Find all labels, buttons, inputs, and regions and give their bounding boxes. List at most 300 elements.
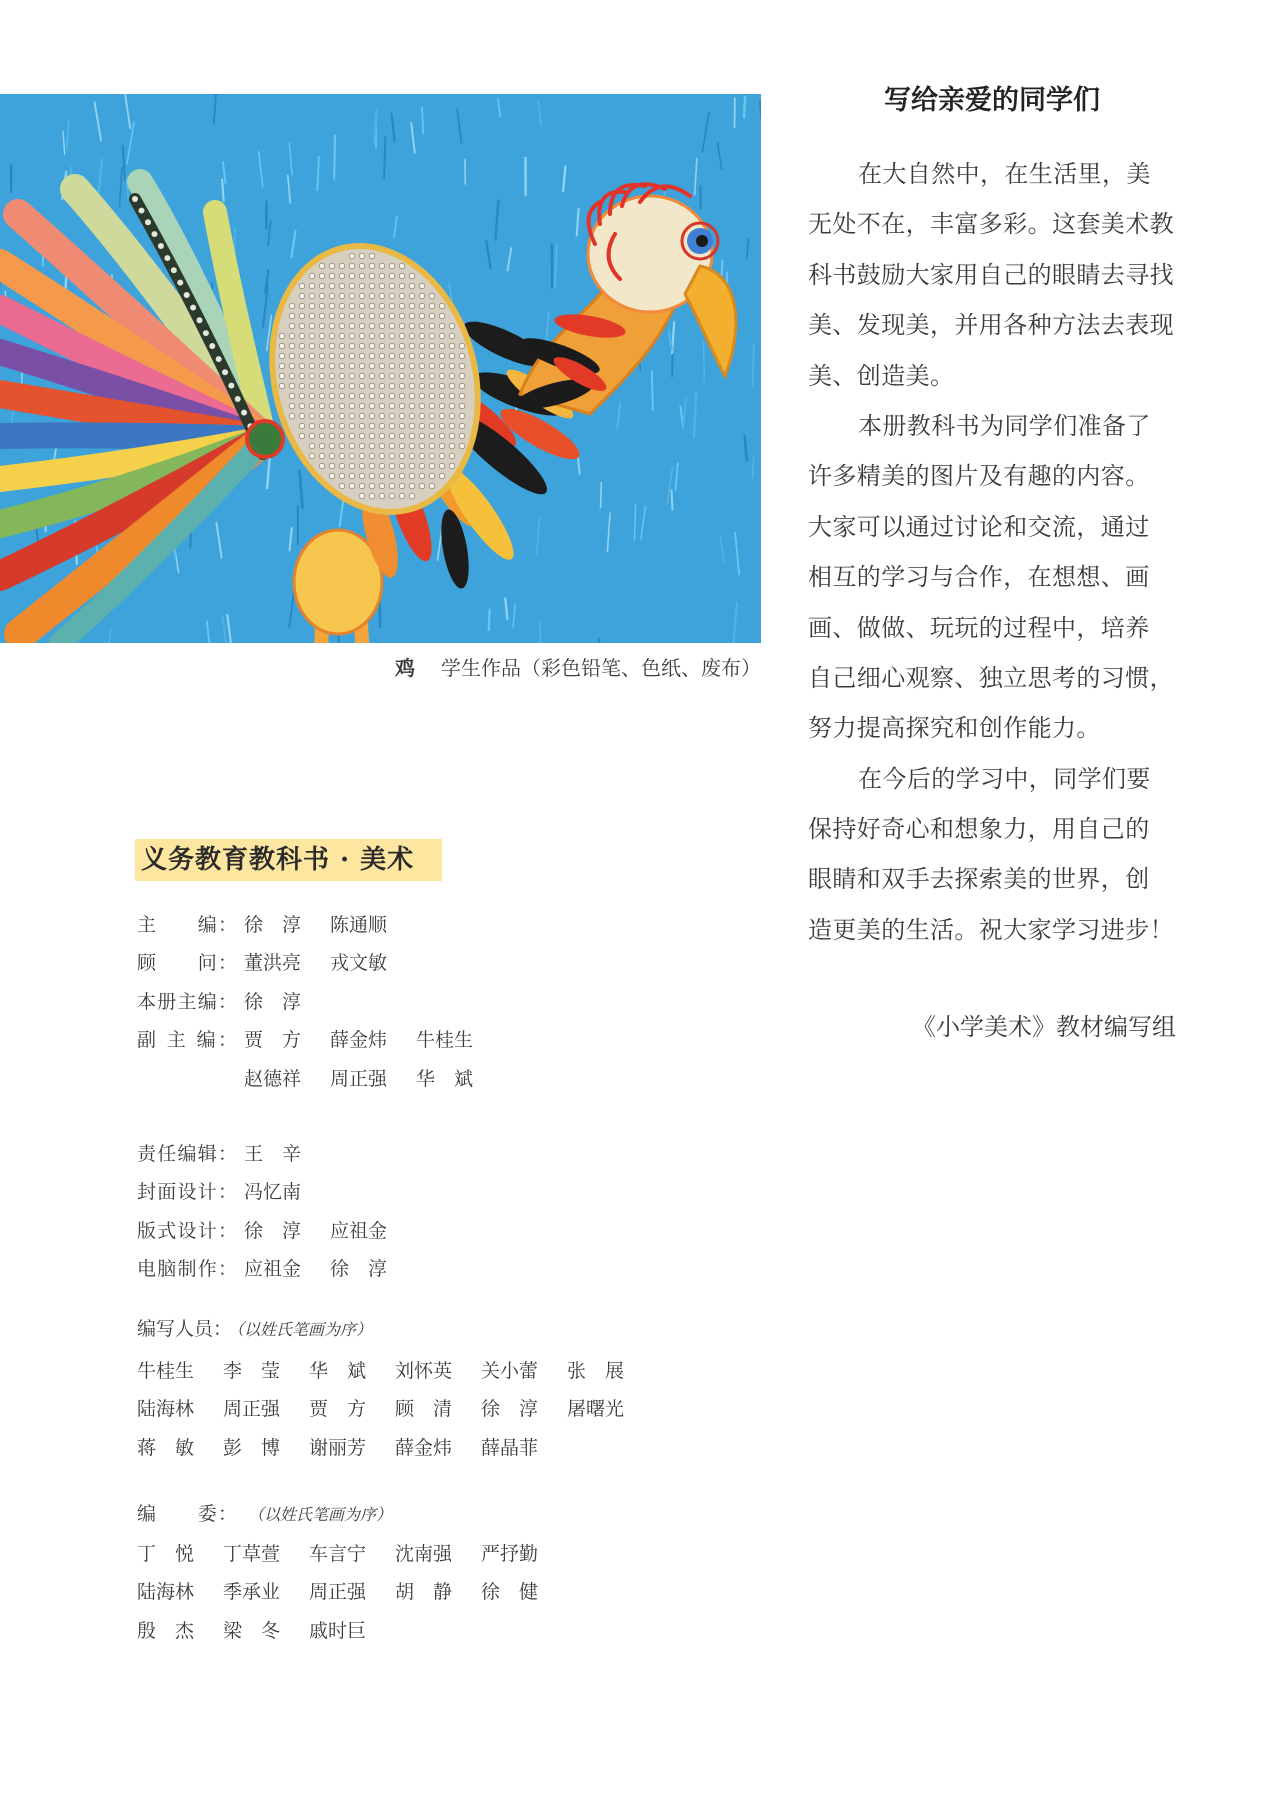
mesh-dot [429,443,435,449]
credit-name: 陆海林 [137,1581,195,1604]
mesh-dot [309,383,315,389]
mesh-dot [309,393,315,399]
credit-label: 主 编： [137,914,237,936]
mesh-dot [369,313,375,319]
credit-name: 牛桂生 [137,1360,195,1382]
mesh-dot [329,433,335,439]
credit-name: 陈通顺 [330,914,388,936]
credit-row [137,1173,416,1211]
mesh-dot [399,333,405,339]
mesh-dot [409,493,415,499]
stem-sparkle [171,267,177,273]
mesh-dot [309,313,315,319]
mesh-dot [389,313,395,319]
credit-name: 张 展 [567,1360,625,1382]
mesh-dot [349,253,355,259]
mesh-dot [299,323,305,329]
mesh-dot [299,393,305,399]
editor-credits [137,906,502,1098]
credit-name: 梁 冬 [223,1619,281,1642]
mesh-dot [359,363,365,369]
stem-sparkle [228,383,234,389]
mesh-dot [459,363,465,369]
mesh-dot [359,373,365,379]
stem-sparkle [164,255,170,261]
mesh-dot [349,283,355,289]
credit-row [137,906,502,944]
mesh-dot [429,293,435,299]
mesh-dot [309,273,315,279]
mesh-dot [429,323,435,329]
mesh-dot [279,383,285,389]
mesh-dot [409,473,415,479]
mesh-dot [449,353,455,359]
letter-title: 写给亲爱的同学们 [884,85,1100,116]
mesh-dot [379,473,385,479]
mesh-dot [459,343,465,349]
stem-sparkle [145,219,151,225]
mesh-dot [429,473,435,479]
credit-label: 副 主 编： [137,1029,237,1052]
mesh-dot [439,453,445,459]
letter-body [808,149,1186,955]
mesh-dot [379,453,385,459]
mesh-dot [419,383,425,389]
mesh-dot [339,323,345,329]
mesh-dot [359,383,365,389]
mesh-dot [399,353,405,359]
mesh-dot [419,283,425,289]
mesh-dot [279,373,285,379]
mesh-dot [339,433,345,439]
mesh-dot [389,493,395,499]
mesh-dot [429,483,435,489]
mesh-dot [349,473,355,479]
mesh-dot [359,413,365,419]
letter-line: 眼睛和双手去探索美的世界，创 [808,865,1150,894]
mesh-dot [329,353,335,359]
mesh-dot [309,353,315,359]
mesh-dot [399,373,405,379]
mesh-dot [389,393,395,399]
mesh-dot [349,383,355,389]
mesh-dot [419,433,425,439]
name-row [137,1535,567,1573]
mesh-dot [429,403,435,409]
mesh-dot [339,383,345,389]
mesh-dot [359,433,365,439]
mesh-dot [349,323,355,329]
letter-line: 本册教科书为同学们准备了 [858,411,1151,440]
mesh-dot [439,403,445,409]
mesh-dot [319,273,325,279]
mesh-dot [339,363,345,369]
mesh-dot [329,423,335,429]
mesh-dot [429,393,435,399]
mesh-dot [419,403,425,409]
mesh-dot [339,283,345,289]
letter-line: 画、做做、玩玩的过程中，培养 [808,613,1150,642]
mesh-dot [399,273,405,279]
mesh-dot [329,383,335,389]
mesh-dot [359,323,365,329]
mesh-dot [379,463,385,469]
mesh-dot [359,473,365,479]
mesh-dot [399,283,405,289]
credit-name: 丁草萱 [223,1543,281,1565]
mesh-dot [349,423,355,429]
mesh-dot [459,433,465,439]
mesh-dot [369,283,375,289]
mesh-dot [329,403,335,409]
mesh-dot [379,263,385,269]
mesh-dot [419,423,425,429]
mesh-dot [359,253,365,259]
mesh-dot [449,323,455,329]
mesh-dot [439,433,445,439]
board-header [137,1495,392,1533]
mesh-dot [359,343,365,349]
mesh-dot [309,333,315,339]
mesh-dot [399,463,405,469]
mesh-dot [369,323,375,329]
stem-sparkle [190,305,196,311]
mesh-dot [389,443,395,449]
mesh-dot [289,413,295,419]
letter-line: 美、创造美。 [808,361,955,390]
mesh-dot [299,373,305,379]
mesh-dot [399,363,405,369]
mesh-dot [399,443,405,449]
credit-name: 关小蕾 [481,1360,539,1382]
mesh-dot [379,293,385,299]
mesh-dot [419,413,425,419]
credit-name: 李 莹 [223,1360,281,1382]
credit-label: 版式设计： [137,1219,237,1242]
credit-name: 徐 健 [481,1581,539,1604]
mesh-dot [319,393,325,399]
sky-streak [222,180,224,202]
mesh-dot [349,273,355,279]
mesh-dot [329,333,335,339]
mesh-dot [289,363,295,369]
credit-name: 董洪亮 [244,952,302,975]
mesh-dot [359,393,365,399]
mesh-dot [429,413,435,419]
mesh-dot [439,473,445,479]
rooster-artwork [0,94,761,643]
stem-sparkle [197,317,203,323]
stem-sparkle [158,243,164,249]
credit-name: 周正强 [309,1581,367,1604]
mesh-dot [459,353,465,359]
credit-name: 戚时巨 [309,1619,367,1642]
sky-streak [672,352,673,376]
mesh-dot [379,373,385,379]
sky-streak [672,490,673,509]
letter-line: 相互的学习与合作，在想想、画 [808,563,1150,592]
caption-title: 鸡 [395,656,415,680]
mesh-dot [319,453,325,459]
credit-row [137,1212,416,1250]
letter-line: 造更美的生活。祝大家学习进步！ [808,915,1174,944]
mesh-dot [409,313,415,319]
mesh-dot [419,453,425,459]
mesh-dot [439,303,445,309]
mesh-dot [379,323,385,329]
mesh-dot [359,443,365,449]
mesh-dot [399,413,405,419]
credit-name: 冯忆南 [244,1181,302,1204]
mesh-dot [399,483,405,489]
mesh-dot [399,383,405,389]
mesh-dot [439,383,445,389]
mesh-dot [349,433,355,439]
mesh-dot [279,333,285,339]
credit-name: 周正强 [223,1398,281,1421]
mesh-dot [379,383,385,389]
mesh-dot [289,303,295,309]
mesh-dot [349,293,355,299]
stem-sparkle [132,196,138,202]
mesh-dot [449,433,455,439]
mesh-dot [369,343,375,349]
mesh-dot [339,373,345,379]
mesh-dot [459,383,465,389]
mesh-dot [379,313,385,319]
credit-name: 徐 淳 [330,1258,388,1281]
mesh-dot [389,353,395,359]
mesh-dot [399,393,405,399]
letter-line: 自己细心观察、独立思考的习惯， [808,663,1174,692]
mesh-dot [389,433,395,439]
stem-sparkle [184,292,190,298]
mesh-dot [449,343,455,349]
mesh-dot [439,343,445,349]
mesh-dot [339,313,345,319]
credit-name: 赵德祥 [244,1067,302,1090]
mesh-dot [319,323,325,329]
mesh-dot [299,403,305,409]
mesh-dot [419,363,425,369]
mesh-dot [339,443,345,449]
credit-name: 华 斌 [309,1360,367,1382]
mesh-dot [309,343,315,349]
credit-name: 牛桂生 [416,1029,474,1052]
caption-text: 学生作品（彩色铅笔、色纸、废布） [441,656,761,680]
credit-name: 徐 淳 [244,914,302,936]
mesh-dot [309,423,315,429]
credit-name: 薛晶菲 [481,1436,539,1459]
mesh-dot [409,483,415,489]
letter-line: 科书鼓励大家用自己的眼睛去寻找 [808,260,1174,289]
mesh-dot [369,253,375,259]
mesh-dot [379,333,385,339]
mesh-dot [299,313,305,319]
mesh-dot [359,493,365,499]
mesh-dot [389,403,395,409]
mesh-dot [399,343,405,349]
letter-signature: 《小学美术》教材编写组 [912,1013,1176,1041]
mesh-dot [289,373,295,379]
name-row [137,1352,653,1390]
sky-streak [753,344,754,385]
mesh-dot [299,423,305,429]
name-row [137,1429,653,1467]
mesh-dot [359,293,365,299]
writers-order-note: （以姓氏笔画为序） [236,1320,373,1339]
mesh-dot [329,463,335,469]
mesh-dot [279,343,285,349]
credit-name: 谢丽芳 [309,1436,367,1459]
mesh-dot [289,353,295,359]
mesh-dot [439,313,445,319]
writers-list [137,1352,653,1467]
mesh-dot [369,493,375,499]
board-order-note: （以姓氏笔画为序） [248,1505,393,1524]
mesh-dot [419,353,425,359]
mesh-dot [319,463,325,469]
mesh-dot [359,423,365,429]
mesh-dot [409,333,415,339]
mesh-dot [329,393,335,399]
stem-sparkle [177,280,183,286]
mesh-dot [429,363,435,369]
mesh-dot [379,493,385,499]
mesh-dot [449,463,455,469]
mesh-dot [359,263,365,269]
mesh-dot [429,343,435,349]
mesh-dot [369,393,375,399]
stem-sparkle [216,356,222,362]
mesh-dot [399,423,405,429]
mesh-dot [369,373,375,379]
mesh-dot [419,323,425,329]
mesh-dot [319,263,325,269]
mesh-dot [409,373,415,379]
credit-label: 本册主编： [137,990,237,1013]
mesh-dot [339,303,345,309]
mesh-dot [409,393,415,399]
mesh-dot [439,463,445,469]
credit-name: 戎文敏 [330,952,388,975]
mesh-dot [369,403,375,409]
mesh-dot [399,433,405,439]
mesh-dot [429,433,435,439]
credit-name: 严抒勤 [481,1543,539,1565]
mesh-dot [339,333,345,339]
mesh-dot [419,373,425,379]
credit-name: 徐 淳 [481,1398,539,1421]
mesh-dot [309,413,315,419]
mesh-dot [339,393,345,399]
credit-name: 徐 淳 [244,1219,302,1242]
mesh-dot [389,473,395,479]
mesh-dot [449,393,455,399]
mesh-dot [339,263,345,269]
mesh-dot [289,323,295,329]
mesh-dot [419,393,425,399]
mesh-dot [289,393,295,399]
mesh-dot [409,403,415,409]
mesh-dot [409,363,415,369]
mesh-dot [359,453,365,459]
mesh-dot [289,343,295,349]
letter-line: 在今后的学习中，同学们要 [858,764,1151,793]
stem-sparkle [241,410,247,416]
mesh-dot [429,303,435,309]
mesh-dot [349,373,355,379]
rooster-pupil [696,235,708,247]
mesh-dot [349,463,355,469]
mesh-dot [329,283,335,289]
credit-name: 陆海林 [137,1398,195,1421]
mesh-dot [339,473,345,479]
mesh-dot [369,423,375,429]
sky-streak [334,135,335,178]
credit-name: 车言宁 [309,1543,367,1565]
mesh-dot [339,413,345,419]
mesh-dot [349,453,355,459]
mesh-dot [389,263,395,269]
mesh-dot [379,403,385,409]
mesh-dot [339,343,345,349]
mesh-dot [459,393,465,399]
mesh-dot [319,403,325,409]
mesh-dot [449,383,455,389]
mesh-dot [359,303,365,309]
mesh-dot [329,443,335,449]
mesh-dot [379,483,385,489]
mesh-dot [439,393,445,399]
credit-label: 封面设计： [137,1181,237,1204]
mesh-dot [299,293,305,299]
mesh-dot [319,373,325,379]
sky-streak [744,97,745,117]
mesh-dot [299,333,305,339]
mesh-dot [369,433,375,439]
credit-name: 彭 博 [223,1436,281,1459]
mesh-dot [399,493,405,499]
letter-line: 美、发现美，并用各种方法去表现 [808,311,1174,340]
mesh-dot [389,343,395,349]
series-title: 义务教育教科书 · 美术 [135,839,442,881]
mesh-dot [299,433,305,439]
mesh-dot [349,443,355,449]
credit-name: 顾 清 [395,1398,453,1421]
mesh-dot [329,313,335,319]
mesh-dot [379,413,385,419]
credit-label: 顾 问： [137,952,237,975]
mesh-dot [329,343,335,349]
mesh-dot [389,373,395,379]
mesh-dot [429,333,435,339]
mesh-dot [409,303,415,309]
credit-row [137,983,502,1021]
mesh-dot [459,423,465,429]
credit-row [137,1135,416,1173]
mesh-dot [429,423,435,429]
mesh-dot [359,283,365,289]
credit-name: 胡 静 [395,1581,453,1604]
stem-sparkle [222,369,228,375]
mesh-dot [429,373,435,379]
mesh-dot [349,303,355,309]
mesh-dot [309,363,315,369]
rooster-thigh [294,530,382,634]
credit-name: 华 斌 [416,1067,474,1090]
mesh-dot [299,353,305,359]
